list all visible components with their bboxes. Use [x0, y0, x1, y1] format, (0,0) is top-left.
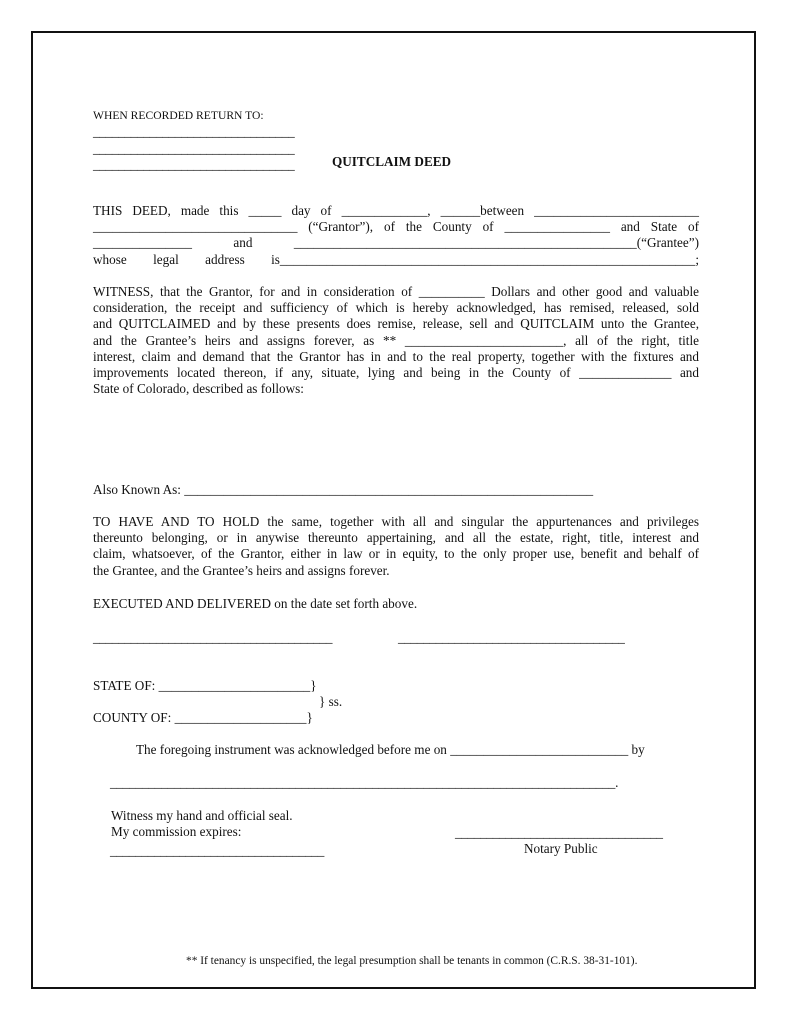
witness-paragraph: [93, 284, 699, 397]
witness-row: and the Grantee’s heirs and assigns forever, as ** ________________________, all of the right, title: [93, 332, 699, 348]
executed-statement: EXECUTED AND DELIVERED on the date set forth above.: [93, 596, 418, 611]
habendum-row: the Grantee, and the Grantee’s heirs and assigns forever.: [93, 562, 390, 578]
state-of-field[interactable]: STATE OF: _______________________}: [93, 678, 317, 693]
habendum-row: thereunto belonging, or in anywise thereunto appertaining, and all the estate, right, title, interest and: [93, 530, 699, 546]
document-title: QUITCLAIM DEED: [332, 154, 452, 169]
grantor-signature-line[interactable]: ______________________________________: [93, 630, 333, 645]
deed-row: _______________ and ____________________________________________________(“Grantee”): [93, 235, 699, 251]
ss-marker: } ss.: [319, 694, 343, 709]
grantor-signature-line-2[interactable]: ____________________________________: [398, 630, 625, 645]
commission-expires-line[interactable]: __________________________________: [110, 843, 324, 858]
return-to-line-1[interactable]: ________________________________: [93, 124, 295, 139]
county-of-field[interactable]: COUNTY OF: ____________________}: [93, 710, 313, 725]
return-to-line-3[interactable]: ________________________________: [93, 157, 295, 172]
acknowledgment-text: The foregoing instrument was acknowledged before me on ___________________________ by: [136, 742, 645, 757]
witness-row: improvements located thereon, if any, situate, lying and being in the County of ______________ and: [93, 365, 699, 381]
witness-row: and QUITCLAIMED and by these presents does remise, release, sell and QUITCLAIM unto the Grantee,: [93, 316, 699, 332]
deed-row: _______________________________ (“Grantor”), of the County of ________________ and State of: [93, 219, 699, 235]
commission-expires-label: My commission expires:: [111, 824, 242, 839]
notary-public-label: Notary Public: [524, 841, 598, 856]
tenancy-footnote: ** If tenancy is unspecified, the legal presumption shall be tenants in common (C.R.S. 38-31-101).: [186, 955, 638, 967]
return-to-label: WHEN RECORDED RETURN TO:: [93, 109, 264, 122]
acknowledged-by-line[interactable]: _______________________________________________________________________________.: [110, 775, 619, 790]
deed-row: whose legal address is_______________________________________________________________;: [93, 251, 699, 267]
witness-seal-text: Witness my hand and official seal.: [111, 808, 293, 823]
habendum-row: TO HAVE AND TO HOLD the same, together with all and singular the appurtenances and privileges: [93, 514, 699, 529]
witness-row: consideration, the receipt and sufficiency of which is hereby acknowledged, has remised, released, sold: [93, 300, 699, 316]
notary-signature-line[interactable]: _________________________________: [455, 825, 663, 840]
witness-row: WITNESS, that the Grantor, for and in consideration of __________ Dollars and other good and valuable: [93, 284, 699, 299]
deed-row: THIS DEED, made this _____ day of _____________, ______between _________________________: [93, 203, 699, 218]
habendum-paragraph: [93, 514, 699, 579]
witness-row: State of Colorado, described as follows:: [93, 381, 304, 397]
also-known-as-field[interactable]: Also Known As: ______________________________________________________________: [93, 482, 594, 497]
witness-row: interest, claim and demand that the Grantor has in and to the real property, together with the fixtures and: [93, 348, 699, 364]
return-to-line-2[interactable]: ________________________________: [93, 141, 295, 156]
deed-parties-paragraph: [93, 203, 699, 268]
habendum-row: claim, whatsoever, of the Grantor, either in law or in equity, to the only proper use, benefit and behalf of: [93, 546, 699, 562]
